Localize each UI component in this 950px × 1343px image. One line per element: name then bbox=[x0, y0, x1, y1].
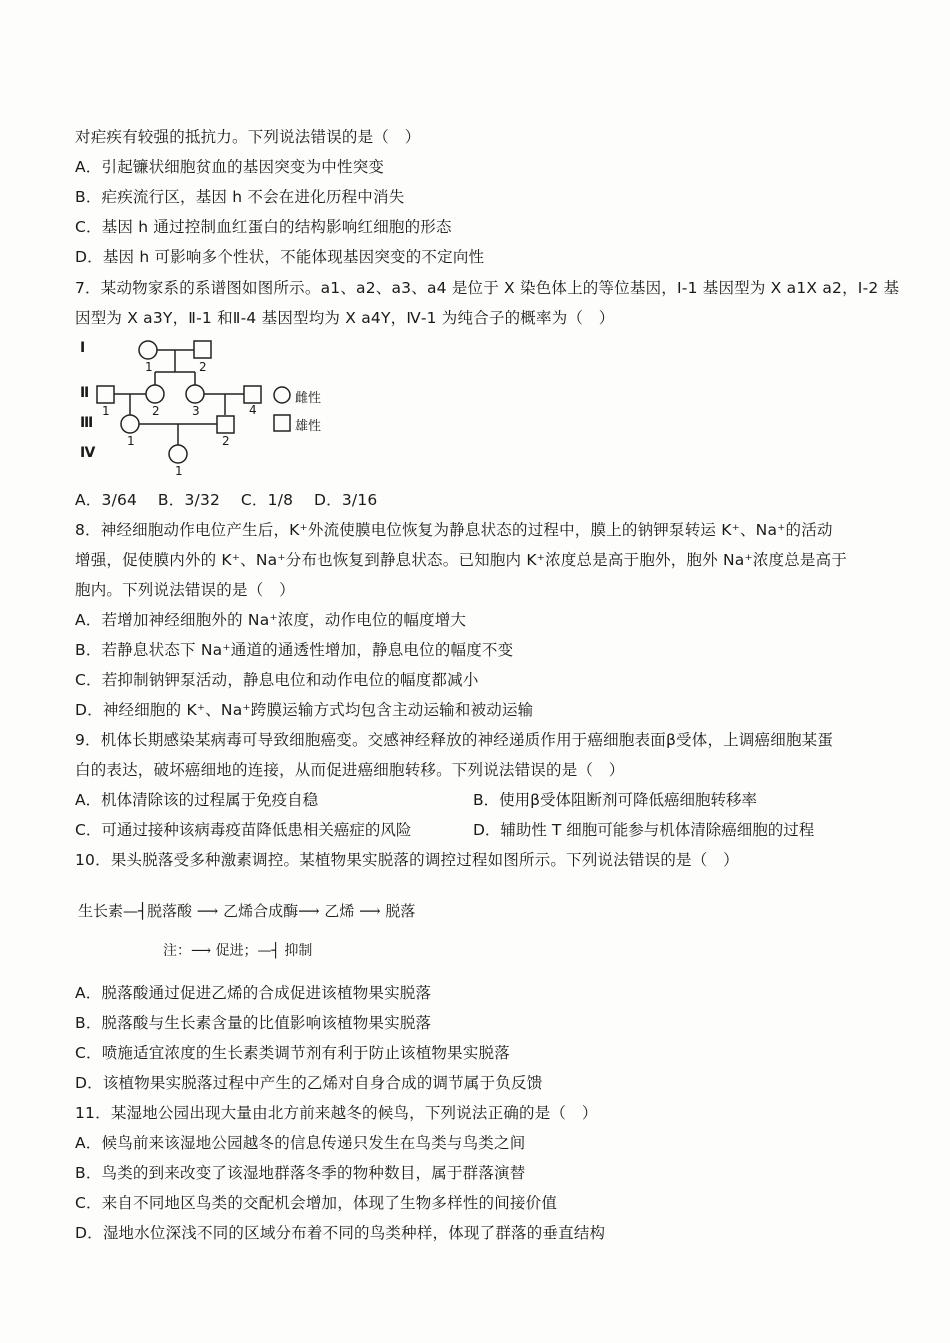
pedigree-II1-male bbox=[97, 386, 114, 403]
q6-stem-tail: 对疟疾有较强的抵抗力。下列说法错误的是（ ） bbox=[75, 128, 421, 146]
q11-stem: 11．某湿地公园出现大量由北方前来越冬的候鸟，下列说法正确的是（ ） bbox=[75, 1104, 598, 1122]
pedigree-II2-female bbox=[146, 385, 164, 403]
q11-option-b: B．鸟类的到来改变了该湿地群落冬季的物种数目，属于群落演替 bbox=[75, 1164, 526, 1182]
q8-option-c: C．若抑制钠钾泵活动，静息电位和动作电位的幅度都减小 bbox=[75, 671, 479, 689]
q9-stem-line2: 白的表达，破坏癌细地的连接，从而促进癌细胞转移。下列说法错误的是（ ） bbox=[75, 761, 625, 779]
q10-option-c: C．喷施适宜浓度的生长素类调节剂有利于防止该植物果实脱落 bbox=[75, 1044, 510, 1062]
pedigree-III2-male bbox=[217, 416, 234, 433]
pedigree-num-I2: 2 bbox=[199, 360, 207, 374]
q8-option-b: B．若静息状态下 Na⁺通道的通透性增加，静息电位的幅度不变 bbox=[75, 641, 514, 659]
q9-option-a: A．机体清除该的过程属于免疫自稳 bbox=[75, 791, 319, 809]
q9-option-b: B．使用β受体阻断剂可降低癌细胞转移率 bbox=[473, 791, 758, 809]
pedigree-II3-female bbox=[186, 385, 204, 403]
pedigree-IV1-female bbox=[169, 445, 187, 463]
pedigree-num-IV1: 1 bbox=[175, 464, 183, 478]
pedigree-II4-male bbox=[244, 386, 261, 403]
q6-option-a: A．引起镰状细胞贫血的基因突变为中性突变 bbox=[75, 158, 385, 176]
q8-option-d: D．神经细胞的 K⁺、Na⁺跨膜运输方式均包含主动运输和被动运输 bbox=[75, 701, 534, 719]
legend-male-symbol bbox=[274, 415, 290, 431]
q9-option-c: C．可通过接种该病毒疫苗降低患相关癌症的风险 bbox=[75, 821, 412, 839]
pedigree-num-II4: 4 bbox=[249, 403, 257, 417]
q6-option-b: B．疟疾流行区，基因 h 不会在进化历程中消失 bbox=[75, 188, 405, 206]
q9-stem-line1: 9．机体长期感染某病毒可导致细胞癌变。交感神经释放的神经递质作用于癌细胞表面β受体，上调癌细胞某蛋 bbox=[75, 731, 834, 749]
q11-option-d: D．湿地水位深浅不同的区域分布着不同的鸟类种样，体现了群落的垂直结构 bbox=[75, 1224, 606, 1242]
q10-option-b: B．脱落酸与生长素含量的比值影响该植物果实脱落 bbox=[75, 1014, 432, 1032]
pedigree-I2-male bbox=[194, 341, 211, 358]
q11-option-c: C．来自不同地区鸟类的交配机会增加，体现了生物多样性的间接价值 bbox=[75, 1194, 558, 1212]
q6-option-c: C．基因 h 通过控制血红蛋白的结构影响红细胞的形态 bbox=[75, 218, 452, 236]
pedigree-I1-female bbox=[139, 341, 157, 359]
q10-regulation-flow: 生长素—┤脱落酸 ⟶ 乙烯合成酶⟶ 乙烯 ⟶ 脱落 bbox=[78, 902, 416, 920]
pedigree-num-II2: 2 bbox=[152, 404, 160, 418]
pedigree-num-II3: 3 bbox=[192, 404, 200, 418]
q10-option-a: A．脱落酸通过促进乙烯的合成促进该植物果实脱落 bbox=[75, 984, 432, 1002]
generation-label-4: Ⅳ bbox=[80, 445, 96, 461]
q9-option-d: D．辅助性 T 细胞可能参与机体清除癌细胞的过程 bbox=[473, 821, 815, 839]
q10-stem: 10．果头脱落受多种激素调控。某植物果实脱落的调控过程如图所示。下列说法错误的是（ ） bbox=[75, 851, 739, 869]
legend-male-label: 雄性 bbox=[295, 419, 322, 434]
q8-stem-line1: 8．神经细胞动作电位产生后，K⁺外流使膜电位恢复为静息状态的过程中，膜上的钠钾泵转运 K⁺、Na⁺的活动 bbox=[75, 521, 833, 539]
q7-options: A．3/64 B．3/32 C．1/8 D．3/16 bbox=[75, 491, 378, 509]
pedigree-diagram bbox=[0, 0, 950, 500]
generation-label-3: Ⅲ bbox=[80, 415, 94, 431]
q10-flow-note: 注：⟶ 促进；—┤ 抑制 bbox=[163, 943, 313, 959]
q11-option-a: A．候鸟前来该湿地公园越冬的信息传递只发生在鸟类与鸟类之间 bbox=[75, 1134, 526, 1152]
legend-female-label: 雌性 bbox=[295, 391, 322, 406]
q6-option-d: D．基因 h 可影响多个性状，不能体现基因突变的不定向性 bbox=[75, 248, 485, 266]
q8-stem-line2: 增强，促使膜内外的 K⁺、Na⁺分布也恢复到静息状态。已知胞内 K⁺浓度总是高于胞外，胞外 Na⁺浓度总是高于 bbox=[75, 551, 848, 569]
pedigree-num-III1: 1 bbox=[127, 434, 135, 448]
legend-female-symbol bbox=[274, 387, 290, 403]
q7-stem-line1: 7．某动物家系的系谱图如图所示。a1、a2、a3、a4 是位于 X 染色体上的等位基因，Ⅰ-1 基因型为 X a1X a2，Ⅰ-2 基 bbox=[75, 279, 900, 297]
pedigree-III1-female bbox=[121, 415, 139, 433]
q8-stem-line3: 胞内。下列说法错误的是（ ） bbox=[75, 581, 295, 599]
generation-label-1: Ⅰ bbox=[80, 340, 86, 356]
q8-option-a: A．若增加神经细胞外的 Na⁺浓度，动作电位的幅度增大 bbox=[75, 611, 467, 629]
pedigree-num-I1: 1 bbox=[145, 360, 153, 374]
pedigree-num-II1: 1 bbox=[102, 404, 110, 418]
q7-stem-line2: 因型为 X a3Y，Ⅱ-1 和Ⅱ-4 基因型均为 X a4Y，Ⅳ-1 为纯合子的概率为（ ） bbox=[75, 309, 615, 327]
pedigree-num-III2: 2 bbox=[222, 434, 230, 448]
q10-option-d: D．该植物果实脱落过程中产生的乙烯对自身合成的调节属于负反馈 bbox=[75, 1074, 543, 1092]
generation-label-2: Ⅱ bbox=[80, 385, 90, 401]
